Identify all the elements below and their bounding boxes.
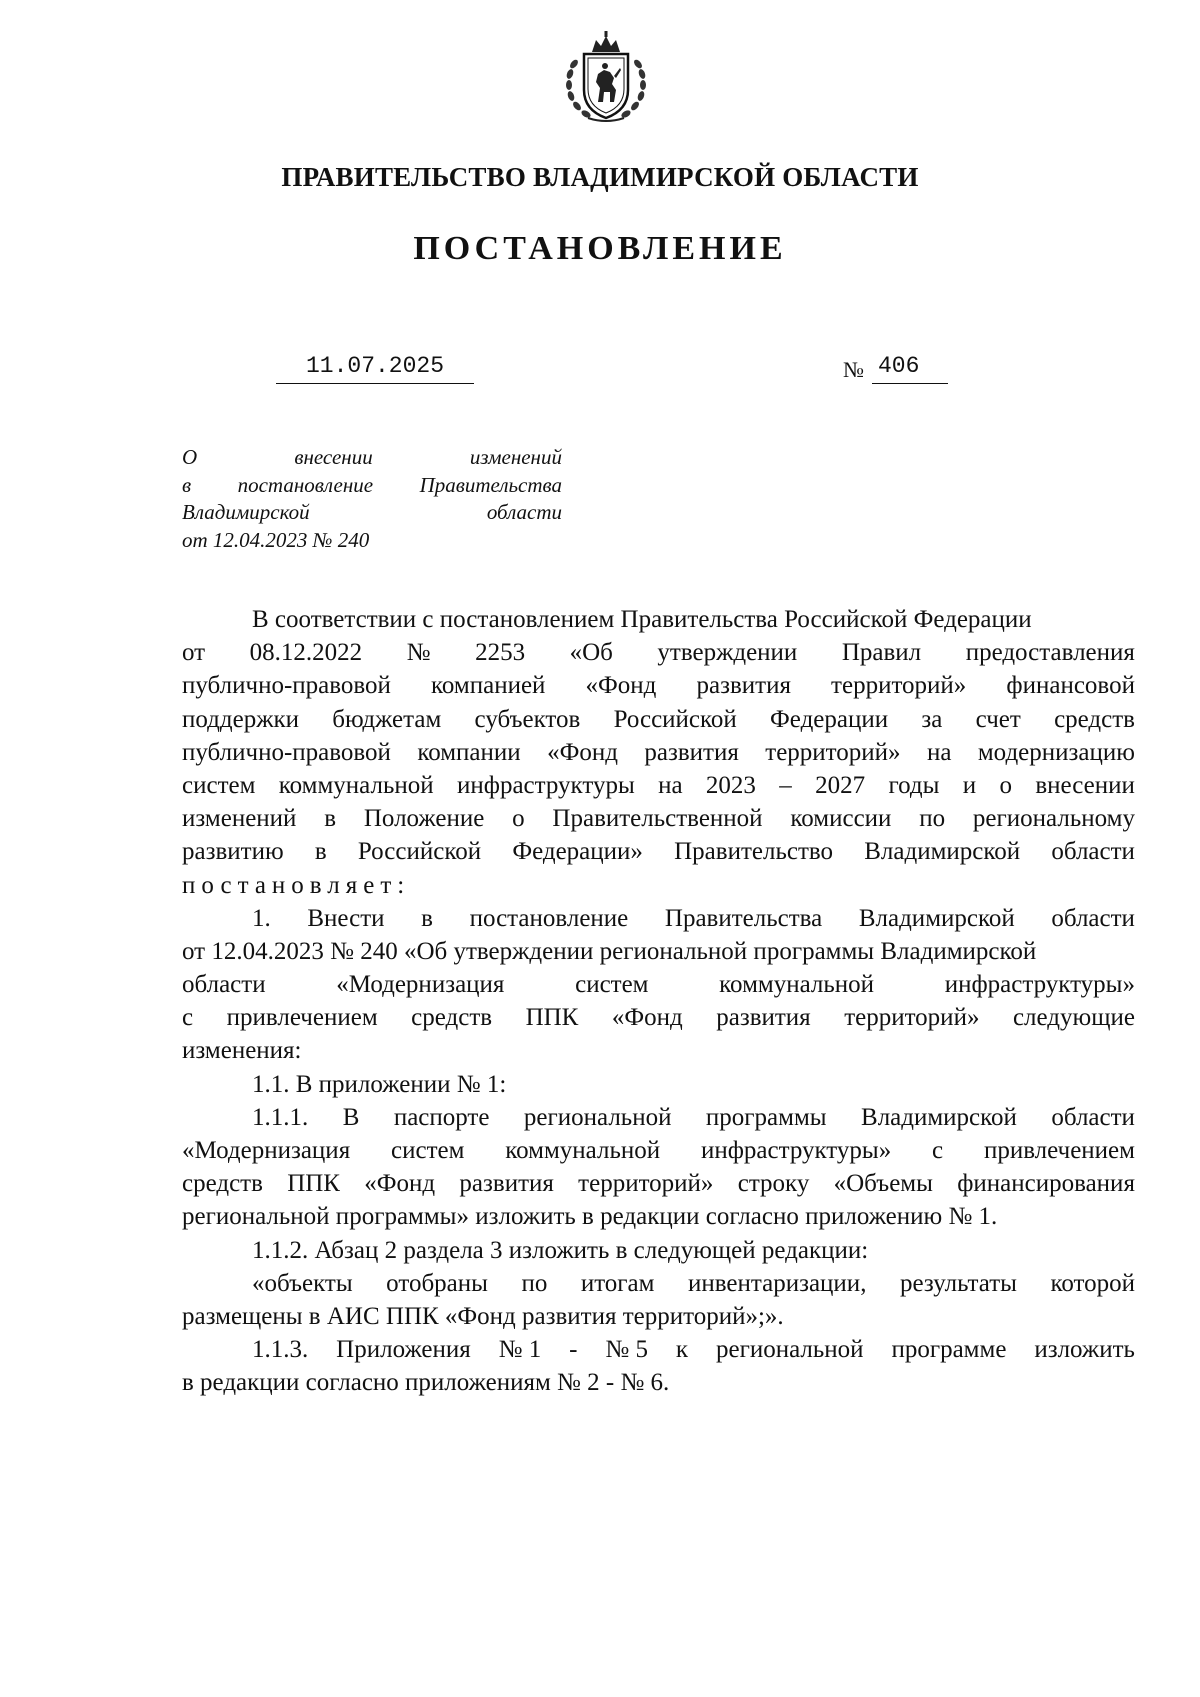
word: по xyxy=(521,1269,548,1297)
word: изменений xyxy=(182,805,297,833)
word: В соответствии с постановлением Правительства Российской Федерации xyxy=(252,606,1032,633)
paragraph-line: региональной программы» изложить в редакции согласно приложению № 1. xyxy=(182,1203,998,1231)
document-number: 406 xyxy=(872,353,948,384)
word: Владимирской xyxy=(858,904,1015,932)
word: Российской xyxy=(613,705,737,733)
paragraph-line xyxy=(182,1333,1135,1366)
word: «Фонд xyxy=(547,738,618,766)
word: региональной xyxy=(523,1103,672,1131)
coat-of-arms-emblem xyxy=(558,30,654,124)
subject-line xyxy=(182,499,562,527)
resolution-word: постановляет: xyxy=(182,871,411,899)
word: «Фонд xyxy=(585,672,657,700)
word: утверждении xyxy=(657,639,798,667)
word: в xyxy=(314,838,327,866)
word: «Фонд xyxy=(611,1004,683,1032)
word: территорий» xyxy=(765,738,901,766)
word: итогам xyxy=(580,1269,655,1297)
subject-line xyxy=(182,444,562,472)
paragraph-item-1-1: 1.1. В приложении № 1: xyxy=(252,1070,507,1098)
word: Правительственной xyxy=(552,805,763,833)
word: коммунальной xyxy=(278,771,434,799)
word: 1.1.1. xyxy=(252,1103,309,1131)
coat-of-arms-icon xyxy=(558,30,654,124)
word: результаты xyxy=(899,1269,1017,1297)
word: систем xyxy=(391,1137,465,1164)
word: инфраструктуры» xyxy=(944,971,1135,999)
document-type: ПОСТАНОВЛЕНИЕ xyxy=(413,230,787,267)
word: которой xyxy=(1050,1269,1135,1297)
word: внесении xyxy=(1035,771,1135,799)
paragraph-item-1-1-1 xyxy=(182,1101,1135,1201)
org-title: ПРАВИТЕЛЬСТВО ВЛАДИМИРСКОЙ ОБЛАСТИ xyxy=(281,162,919,192)
word: ППК xyxy=(287,1170,340,1198)
word: инвентаризации, xyxy=(687,1269,867,1297)
word: Правительство xyxy=(674,838,834,866)
word: – xyxy=(779,771,792,799)
word: 1. xyxy=(252,904,271,932)
word: финансирования xyxy=(957,1170,1135,1198)
word: Положение xyxy=(363,805,485,833)
word: программы xyxy=(705,1103,827,1131)
word: № 5 xyxy=(605,1336,649,1364)
word: бюджетам xyxy=(332,705,442,733)
word: Внести xyxy=(307,904,385,932)
word: финансовой xyxy=(1006,672,1135,700)
paragraph-line: в редакции согласно приложениям № 2 - № 6. xyxy=(182,1369,670,1397)
word: паспорте xyxy=(393,1103,490,1131)
word: «Фонд xyxy=(364,1170,436,1198)
word: за xyxy=(921,705,943,733)
paragraph-item-1 xyxy=(182,902,1135,1035)
paragraph-line xyxy=(182,1167,1135,1200)
word: постановление xyxy=(469,904,629,932)
word: области xyxy=(182,971,266,999)
paragraph-line xyxy=(182,703,1135,736)
word: территорий» xyxy=(831,672,967,700)
document-date: 11.07.2025 xyxy=(276,353,474,384)
word: развития xyxy=(644,738,739,766)
paragraph-line xyxy=(182,1267,1135,1300)
word: Владимирской xyxy=(861,1103,1017,1131)
word: «Модернизация xyxy=(336,971,505,999)
word: внесении xyxy=(294,445,373,469)
word: инфраструктуры» xyxy=(700,1137,892,1164)
word: модернизацию xyxy=(977,738,1135,766)
word: постановление xyxy=(237,472,374,497)
paragraph-line xyxy=(182,835,1135,868)
word: о xyxy=(512,805,525,833)
word: с xyxy=(932,1137,944,1164)
word: 08.12.2022 xyxy=(249,639,363,667)
word: коммунальной xyxy=(505,1137,661,1164)
word: области xyxy=(1051,904,1135,932)
word: «Об xyxy=(569,639,613,667)
word: средств xyxy=(1054,705,1135,733)
word: в xyxy=(324,805,337,833)
word: области xyxy=(486,500,562,524)
word: публично-правовой xyxy=(182,672,391,700)
word: 2023 xyxy=(705,771,756,799)
paragraph-line: изменения: xyxy=(182,1037,302,1065)
word: в xyxy=(421,904,433,932)
document-body xyxy=(182,603,1135,1400)
word: программе xyxy=(891,1336,1007,1364)
word: - xyxy=(569,1336,578,1364)
word: «Объемы xyxy=(833,1170,933,1198)
paragraph-line: размещены в АИС ППК «Фонд развития территорий»;». xyxy=(182,1302,784,1330)
word: коммунальной xyxy=(719,971,875,999)
word: области xyxy=(1051,838,1135,866)
word: с xyxy=(182,1004,194,1032)
subject-line xyxy=(182,472,562,500)
word: поддержки xyxy=(182,705,299,733)
paragraph-line xyxy=(182,968,1135,1001)
word: Правительства xyxy=(419,472,562,497)
paragraph-line xyxy=(182,902,1135,935)
word: изложить xyxy=(1034,1336,1135,1364)
paragraph-item-1-1-3 xyxy=(182,1333,1135,1366)
paragraph-line xyxy=(182,1001,1135,1034)
word: в xyxy=(182,472,192,497)
word: 2253 xyxy=(475,639,526,667)
word: публично-правовой xyxy=(182,738,391,766)
paragraph-line xyxy=(182,802,1135,835)
word: Правительства xyxy=(664,904,823,932)
word: к xyxy=(675,1336,689,1364)
paragraph-quote xyxy=(182,1267,1135,1300)
word: систем xyxy=(182,771,256,799)
word: развития xyxy=(716,1004,811,1032)
word: комиссии xyxy=(790,805,892,833)
word: № xyxy=(406,639,431,667)
word: № 1 xyxy=(498,1336,542,1364)
paragraph-line xyxy=(182,603,1135,636)
paragraph-line xyxy=(182,636,1135,669)
word: предоставления xyxy=(965,639,1135,667)
word: В xyxy=(342,1103,360,1131)
word: Федерации xyxy=(770,705,889,733)
word: Приложения xyxy=(336,1336,471,1364)
word: на xyxy=(926,738,952,766)
paragraph-line xyxy=(182,1134,1135,1167)
word: следующие xyxy=(1012,1004,1135,1032)
word: компанией xyxy=(431,672,546,700)
word: компании xyxy=(417,738,521,766)
word: о xyxy=(999,771,1012,799)
paragraph-line xyxy=(182,935,1135,968)
paragraph-item-1-1-2: 1.1.2. Абзац 2 раздела 3 изложить в следующей редакции: xyxy=(252,1236,869,1264)
word: строку xyxy=(737,1170,810,1198)
word: «объекты xyxy=(252,1269,353,1297)
word: 1.1.3. xyxy=(252,1336,309,1364)
word: территорий» xyxy=(578,1170,714,1198)
word: 2027 xyxy=(815,771,866,799)
word: инфраструктуры xyxy=(456,771,635,799)
word: Федерации» xyxy=(512,838,643,866)
word: от 12.04.2023 № 240 «Об утверждении региональной программы Владимирской xyxy=(182,937,1037,965)
word: Российской xyxy=(357,838,482,866)
word: отобраны xyxy=(386,1269,488,1297)
word: привлечением xyxy=(226,1004,378,1032)
word: региональному xyxy=(972,805,1135,833)
word: «Модернизация xyxy=(182,1137,351,1164)
word: от xyxy=(182,639,206,667)
paragraph-line xyxy=(182,669,1135,702)
word: Правил xyxy=(841,639,922,667)
word: развитию xyxy=(182,838,284,866)
word: привлечением xyxy=(983,1137,1135,1164)
word: средств xyxy=(182,1170,263,1198)
paragraph-line xyxy=(182,736,1135,769)
word: изменений xyxy=(469,445,562,469)
subject-line: от 12.04.2023 № 240 xyxy=(182,527,370,552)
word: субъектов xyxy=(474,705,581,733)
paragraph-preamble xyxy=(182,603,1135,869)
word: развития xyxy=(459,1170,554,1198)
word: и xyxy=(962,771,977,799)
word: области xyxy=(1051,1103,1135,1131)
word: счет xyxy=(975,705,1021,733)
paragraph-line xyxy=(182,769,1135,802)
word: по xyxy=(919,805,946,833)
paragraph-line xyxy=(182,1101,1135,1134)
word: Владимирской xyxy=(182,500,310,524)
word: ППК xyxy=(525,1004,579,1032)
number-sign: № xyxy=(843,357,864,382)
word: средств xyxy=(411,1004,493,1032)
word: годы xyxy=(888,771,940,799)
word: территорий» xyxy=(844,1004,980,1032)
word: развития xyxy=(696,672,791,700)
document-subject xyxy=(182,444,562,554)
word: Владимирской xyxy=(864,838,1021,866)
word: региональной xyxy=(715,1336,864,1364)
word: систем xyxy=(575,971,649,999)
word: О xyxy=(182,445,198,469)
word: на xyxy=(658,771,683,799)
